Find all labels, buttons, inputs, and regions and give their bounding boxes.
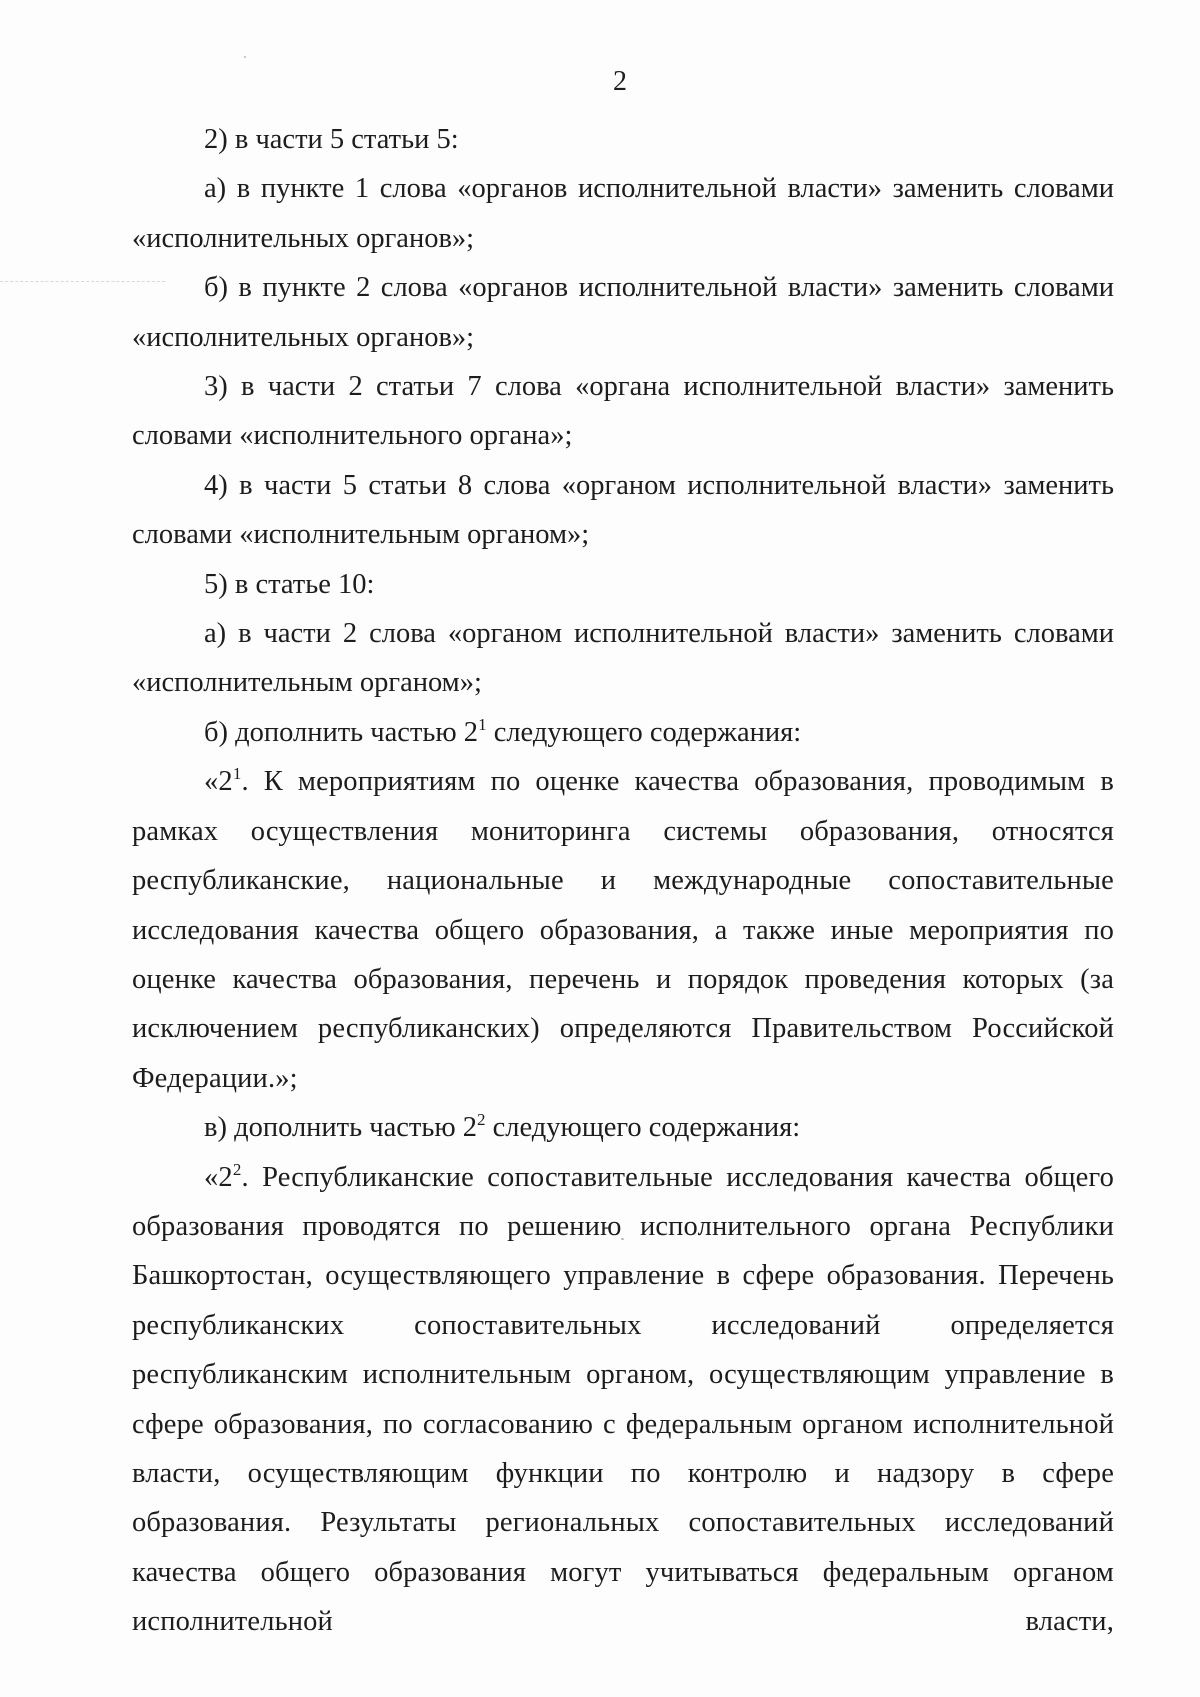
paragraph: а) в пункте 1 слова «органов исполнительной власти» заменить словами «исполнительных органов»; — [132, 173, 1114, 254]
paragraph: 2) в части 5 статьи 5: — [204, 124, 459, 155]
paragraph — [132, 1153, 1114, 1647]
paragraph-text: б) дополнить частью 2 — [204, 716, 479, 748]
superscript: 1 — [478, 714, 487, 734]
paragraph — [132, 757, 1114, 1103]
page-number: 2 — [613, 66, 627, 97]
superscript: 2 — [232, 1159, 242, 1179]
paragraph: 5) в статье 10: — [204, 568, 375, 600]
paragraph — [132, 1103, 1114, 1152]
paragraph-text: . К мероприятиям по оценке качества образования, проводимым в рамках осуществления мониторинга системы образования, относятся республиканские, национальные и международные сопоставительные исследования качества общего образования, а также иные мероприятия по оценке качества образования, перечень и порядок проведения которых (за исключением республиканских) определяются Правительством Российской Федерации.»; — [132, 766, 1114, 1094]
superscript: 2 — [477, 1110, 486, 1130]
paragraph-text: . Республиканские сопоставительные исследования качества общего образования проводятся по решению исполнительного органа Республики Башкортостан, осуществляющего управление в сфере образования. Перечень республиканских сопоставительных исследований определяется республиканским исполнительным органом, осуществляющим управление в сфере образования, по согласованию с федеральным органом исполнительной власти, осуществляющим функции по контролю и надзору в сфере образования. Результаты региональных сопоставительных исследований качества общего образования могут учитываться федеральным органом исполнительной власти, — [132, 1161, 1114, 1638]
paragraph: 4) в части 5 статьи 8 слова «органом исполнительной власти» заменить словами «исполнительным органом»; — [132, 469, 1114, 551]
paragraph-text: в) дополнить частью 2 — [204, 1112, 478, 1144]
paragraph-text: следующего содержания: — [486, 716, 802, 748]
paragraph: а) в части 2 слова «органом исполнительной власти» заменить словами «исполнительным органом»; — [132, 618, 1114, 699]
paragraph — [132, 708, 1114, 757]
paragraph-text: «2 — [204, 1161, 233, 1193]
scan-speck — [244, 56, 246, 58]
paragraph: 3) в части 2 статьи 7 слова «органа исполнительной власти» заменить словами «исполнительного органа»; — [132, 371, 1114, 452]
paragraph-text: следующего содержания: — [485, 1112, 801, 1144]
document-body — [132, 115, 1114, 1647]
superscript: 1 — [232, 764, 242, 784]
paragraph-text: «2 — [204, 766, 233, 798]
paragraph: б) в пункте 2 слова «органов исполнительной власти» заменить словами «исполнительных органов»; — [132, 272, 1114, 353]
